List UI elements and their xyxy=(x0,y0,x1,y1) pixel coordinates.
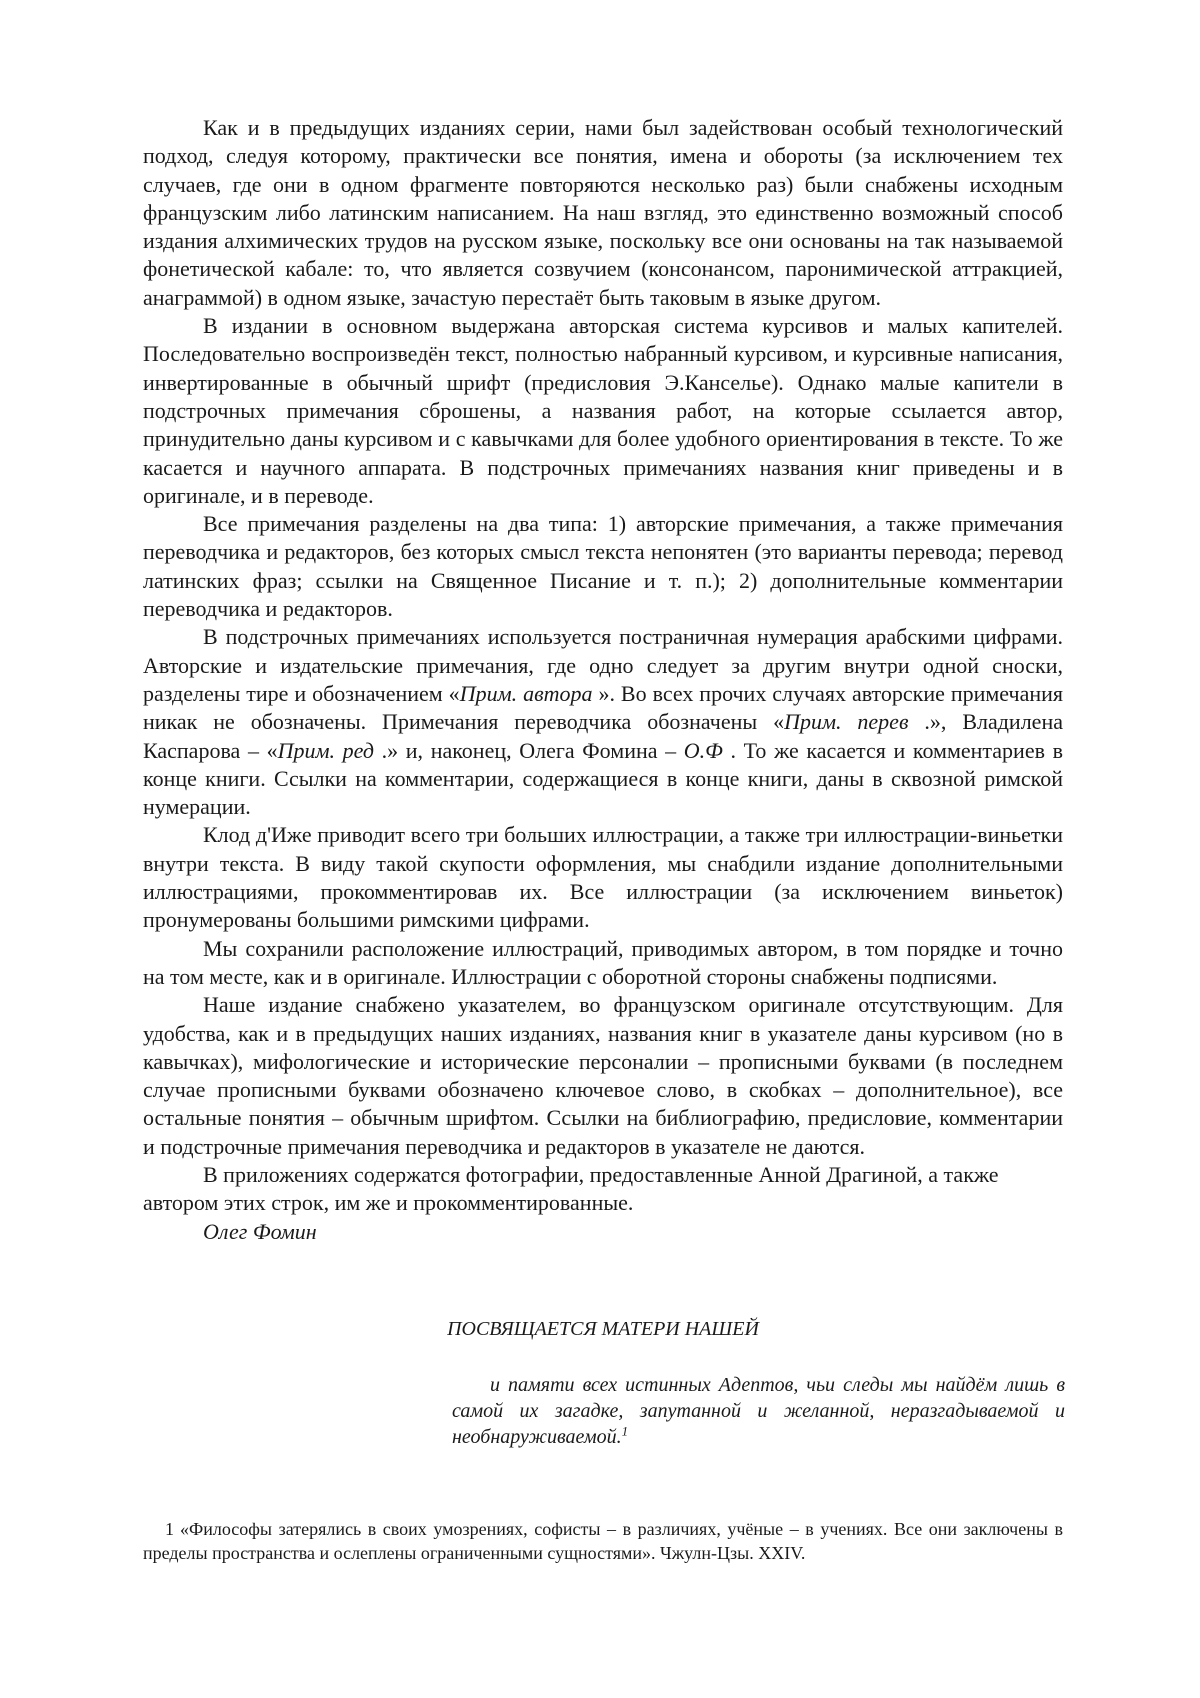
text-segment: .», Владилена Каспарова – « xyxy=(143,709,1063,763)
paragraph-notes-types: Все примечания разделены на два типа: 1) авторские примечания, а также примечания переводчика и редакторов, без которых смысл текста непонятен (это варианты перевода; перевод латинских фраз; ссылки на Священное Писание и т. п.); 2) дополнительные комментарии переводчика и редакторов. xyxy=(143,511,1063,622)
paragraph-notes-numbering xyxy=(143,623,1063,821)
italic-segment: Прим. перев xyxy=(784,709,909,735)
paragraph-italics: В издании в основном выдержана авторская система курсивов и малых капителей. Последовательно воспроизведён текст, полностью набранный курсивом, и курсивные написания, инвертированные в обычный шрифт (предисловия Э.Канселье). Однако малые капители в подстрочных примечания сброшены, а названия работ, на которые ссылается автор, принудительно даны курсивом и с кавычками для более удобного ориентирования в тексте. То же касается и научного аппарата. В подстрочных примечаниях названия книг приведены и в оригинале, и в переводе. xyxy=(143,313,1063,508)
paragraph-illustration-placement: Мы сохранили расположение иллюстраций, приводимых автором, в том порядке и точно на том месте, как и в оригинале. Иллюстрации с оборотной стороны снабжены подписями. xyxy=(143,935,1063,989)
italic-segment: Прим. автора xyxy=(459,680,593,706)
epigraph xyxy=(452,1372,1065,1450)
footnote-reference[interactable]: 1 xyxy=(621,1423,629,1439)
text-segment: . То же касается и комментариев в конце книги. Ссылки на комментарии, содержащиеся в конце книги, даны в сквозной римской нумерации. xyxy=(143,737,1063,820)
footnote xyxy=(143,1517,1063,1565)
signature: Олег Фомин xyxy=(203,1218,317,1244)
footnote-text: «Философы затерялись в своих умозрениях, софисты – в различиях, учёные – в учениях. Все они заключены в пределы пространства и ослеплены ограниченными сущностями». Чжулн-Цзы. XXIV. xyxy=(143,1519,1063,1563)
footnote-number: 1 xyxy=(165,1519,174,1539)
italic-segment: О.Ф xyxy=(683,737,723,763)
italic-segment: Прим. ред xyxy=(277,737,375,763)
paragraph-index: Наше издание снабжено указателем, во французском оригинале отсутствующим. Для удобства, как и в предыдущих наших изданиях, названия книг в указателе даны курсивом (но в кавычках), мифологические и исторические персоналии – прописными буквами (в последнем случае прописными буквами обозначено ключевое слово, в скобках – дополнительное), все остальные понятия – обычным шрифтом. Ссылки на библиографию, предисловие, комментарии и подстрочные примечания переводчика и редакторов в указателе не даются. xyxy=(143,992,1063,1159)
text-segment: .» и, наконец, Олега Фомина – xyxy=(374,737,684,763)
paragraph-technology: Как и в предыдущих изданиях серии, нами был задействован особый технологический подход, следуя которому, практически все понятия, имена и обороты (за исключением тех случаев, где они в одном фрагменте повторяются несколько раз) были снабжены исходным французским либо латинским написанием. На наш взгляд, это единственно возможный способ издания алхимических трудов на русском языке, поскольку все они основаны на так называемой фонетической кабале: то, что является созвучием (консонансом, паронимической аттракцией, анаграммой) в одном языке, зачастую перестаёт быть таковым в языке другом. xyxy=(143,115,1063,310)
paragraph-appendix: В приложениях содержатся фотографии, предоставленные Анной Драгиной, а также автором этих строк, им же и прокомментированные. xyxy=(143,1161,999,1216)
preface-body xyxy=(143,114,1063,1246)
dedication-heading: ПОСВЯЩАЕТСЯ МАТЕРИ НАШЕЙ xyxy=(447,1318,759,1340)
epigraph-text: и памяти всех истинных Адептов, чьи следы мы найдём лишь в самой их загадке, запутанной и желанной, неразгадываемой и необнаруживаемой. xyxy=(452,1374,1065,1448)
text-segment: В подстрочных примечаниях используется постраничная нумерация арабскими цифрами. Авторские и издательские примечания, где одно следует за другим внутри одной сноски, разделены тире и обозначением « xyxy=(143,624,1063,706)
text-segment: ». Во всех прочих случаях авторские примечания никак не обозначены. Примечания переводчика обозначены « xyxy=(143,680,1063,735)
paragraph-illustrations: Клод д'Иже приводит всего три больших иллюстрации, а также три иллюстрации-виньетки внутри текста. В виду такой скупости оформления, мы снабдили издание дополнительными иллюстрациями, прокомментировав их. Все иллюстрации (за исключением виньеток) пронумерованы большими римскими цифрами. xyxy=(143,822,1063,933)
